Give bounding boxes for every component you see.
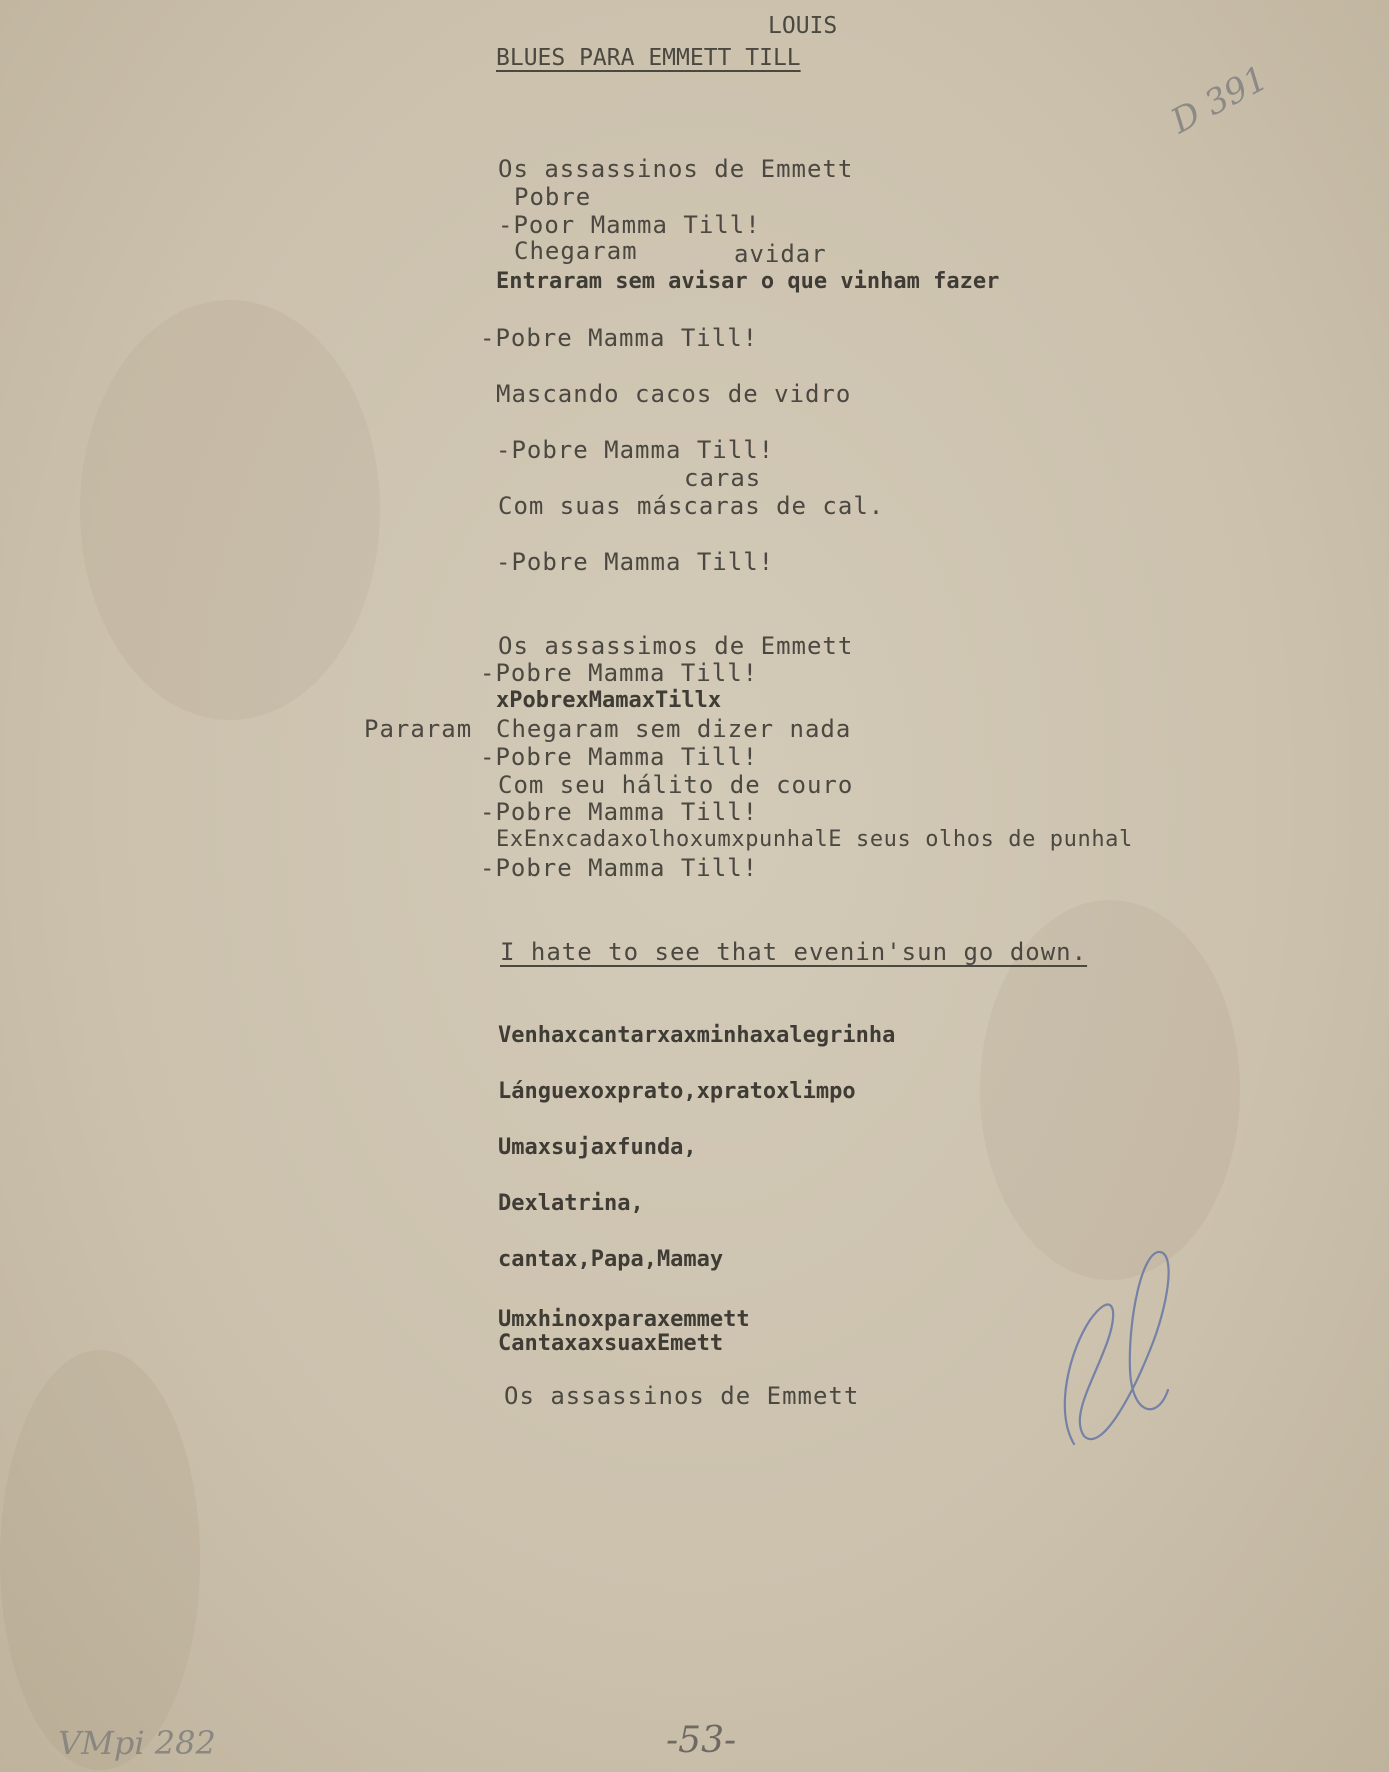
struck-line: Venhaxcantarxaxminhaxalegrinha (498, 1023, 896, 1048)
line-com-suas-mascaras: Com suas máscaras de cal. (498, 492, 885, 520)
line-pobre-mamma-till: -Pobre Mamma Till! (480, 854, 759, 882)
refrain-line: I hate to see that evenin'sun go down. (500, 938, 1088, 966)
margin-pararam: Pararam (364, 715, 473, 743)
insert-chegaram: Chegaram (514, 237, 638, 265)
line-pobre-mamma-till: -Pobre Mamma Till! (480, 798, 759, 826)
line-olhos-punhal: ExEnxcadaxolhoxumxpunhalE seus olhos de punhal (496, 827, 1133, 852)
struck-line: Lánguexoxprato,xpratoxlimpo (498, 1079, 856, 1104)
corner-note: D 391 (1164, 58, 1275, 142)
line-pobre-mamma-till: -Pobre Mamma Till! (480, 324, 759, 352)
line-entraram-struck: Entraram sem avisar o que vinham fazer (496, 269, 1000, 294)
struck-line: Umxhinoxparaxemmett (498, 1307, 750, 1332)
line-pobre-mamma-till: -Pobre Mamma Till! (496, 436, 775, 464)
line-struck-pobre: xPobrexMamaxTillx (496, 688, 722, 713)
line-chegaram: Chegaram sem dizer nada (496, 715, 852, 743)
page-number: -53- (666, 1720, 737, 1761)
line-mascando: Mascando cacos de vidro (496, 380, 852, 408)
insert-avidar: avidar (734, 240, 827, 268)
line-pobre-mamma-till: -Pobre Mamma Till! (480, 743, 759, 771)
line-pobre-mamma-till: -Pobre Mamma Till! (496, 548, 775, 576)
struck-line: Dexlatrina, (498, 1191, 644, 1216)
struck-line: Umaxsujaxfunda, (498, 1135, 697, 1160)
poem-title: BLUES PARA EMMETT TILL (496, 45, 801, 71)
insert-caras: caras (684, 464, 762, 492)
struck-line: cantax,Papa,Mamay (498, 1247, 724, 1272)
line-assassinos-2: Os assassimos de Emmett (498, 632, 854, 660)
ink-flourish-mark (1050, 1240, 1190, 1450)
struck-line: CantaxaxsuaxEmett (498, 1331, 724, 1356)
archive-note: VMpi 282 (58, 1724, 216, 1762)
author-name: LOUIS (768, 13, 838, 39)
line-assassinos-final: Os assassinos de Emmett (504, 1382, 860, 1410)
insert-pobre: Pobre (514, 183, 592, 211)
line-assassinos-1: Os assassinos de Emmett (498, 155, 854, 183)
line-poor-mamma-till: -Poor Mamma Till! (498, 211, 761, 239)
line-pobre-mamma-till: -Pobre Mamma Till! (480, 659, 759, 687)
line-halito: Com seu hálito de couro (498, 771, 854, 799)
